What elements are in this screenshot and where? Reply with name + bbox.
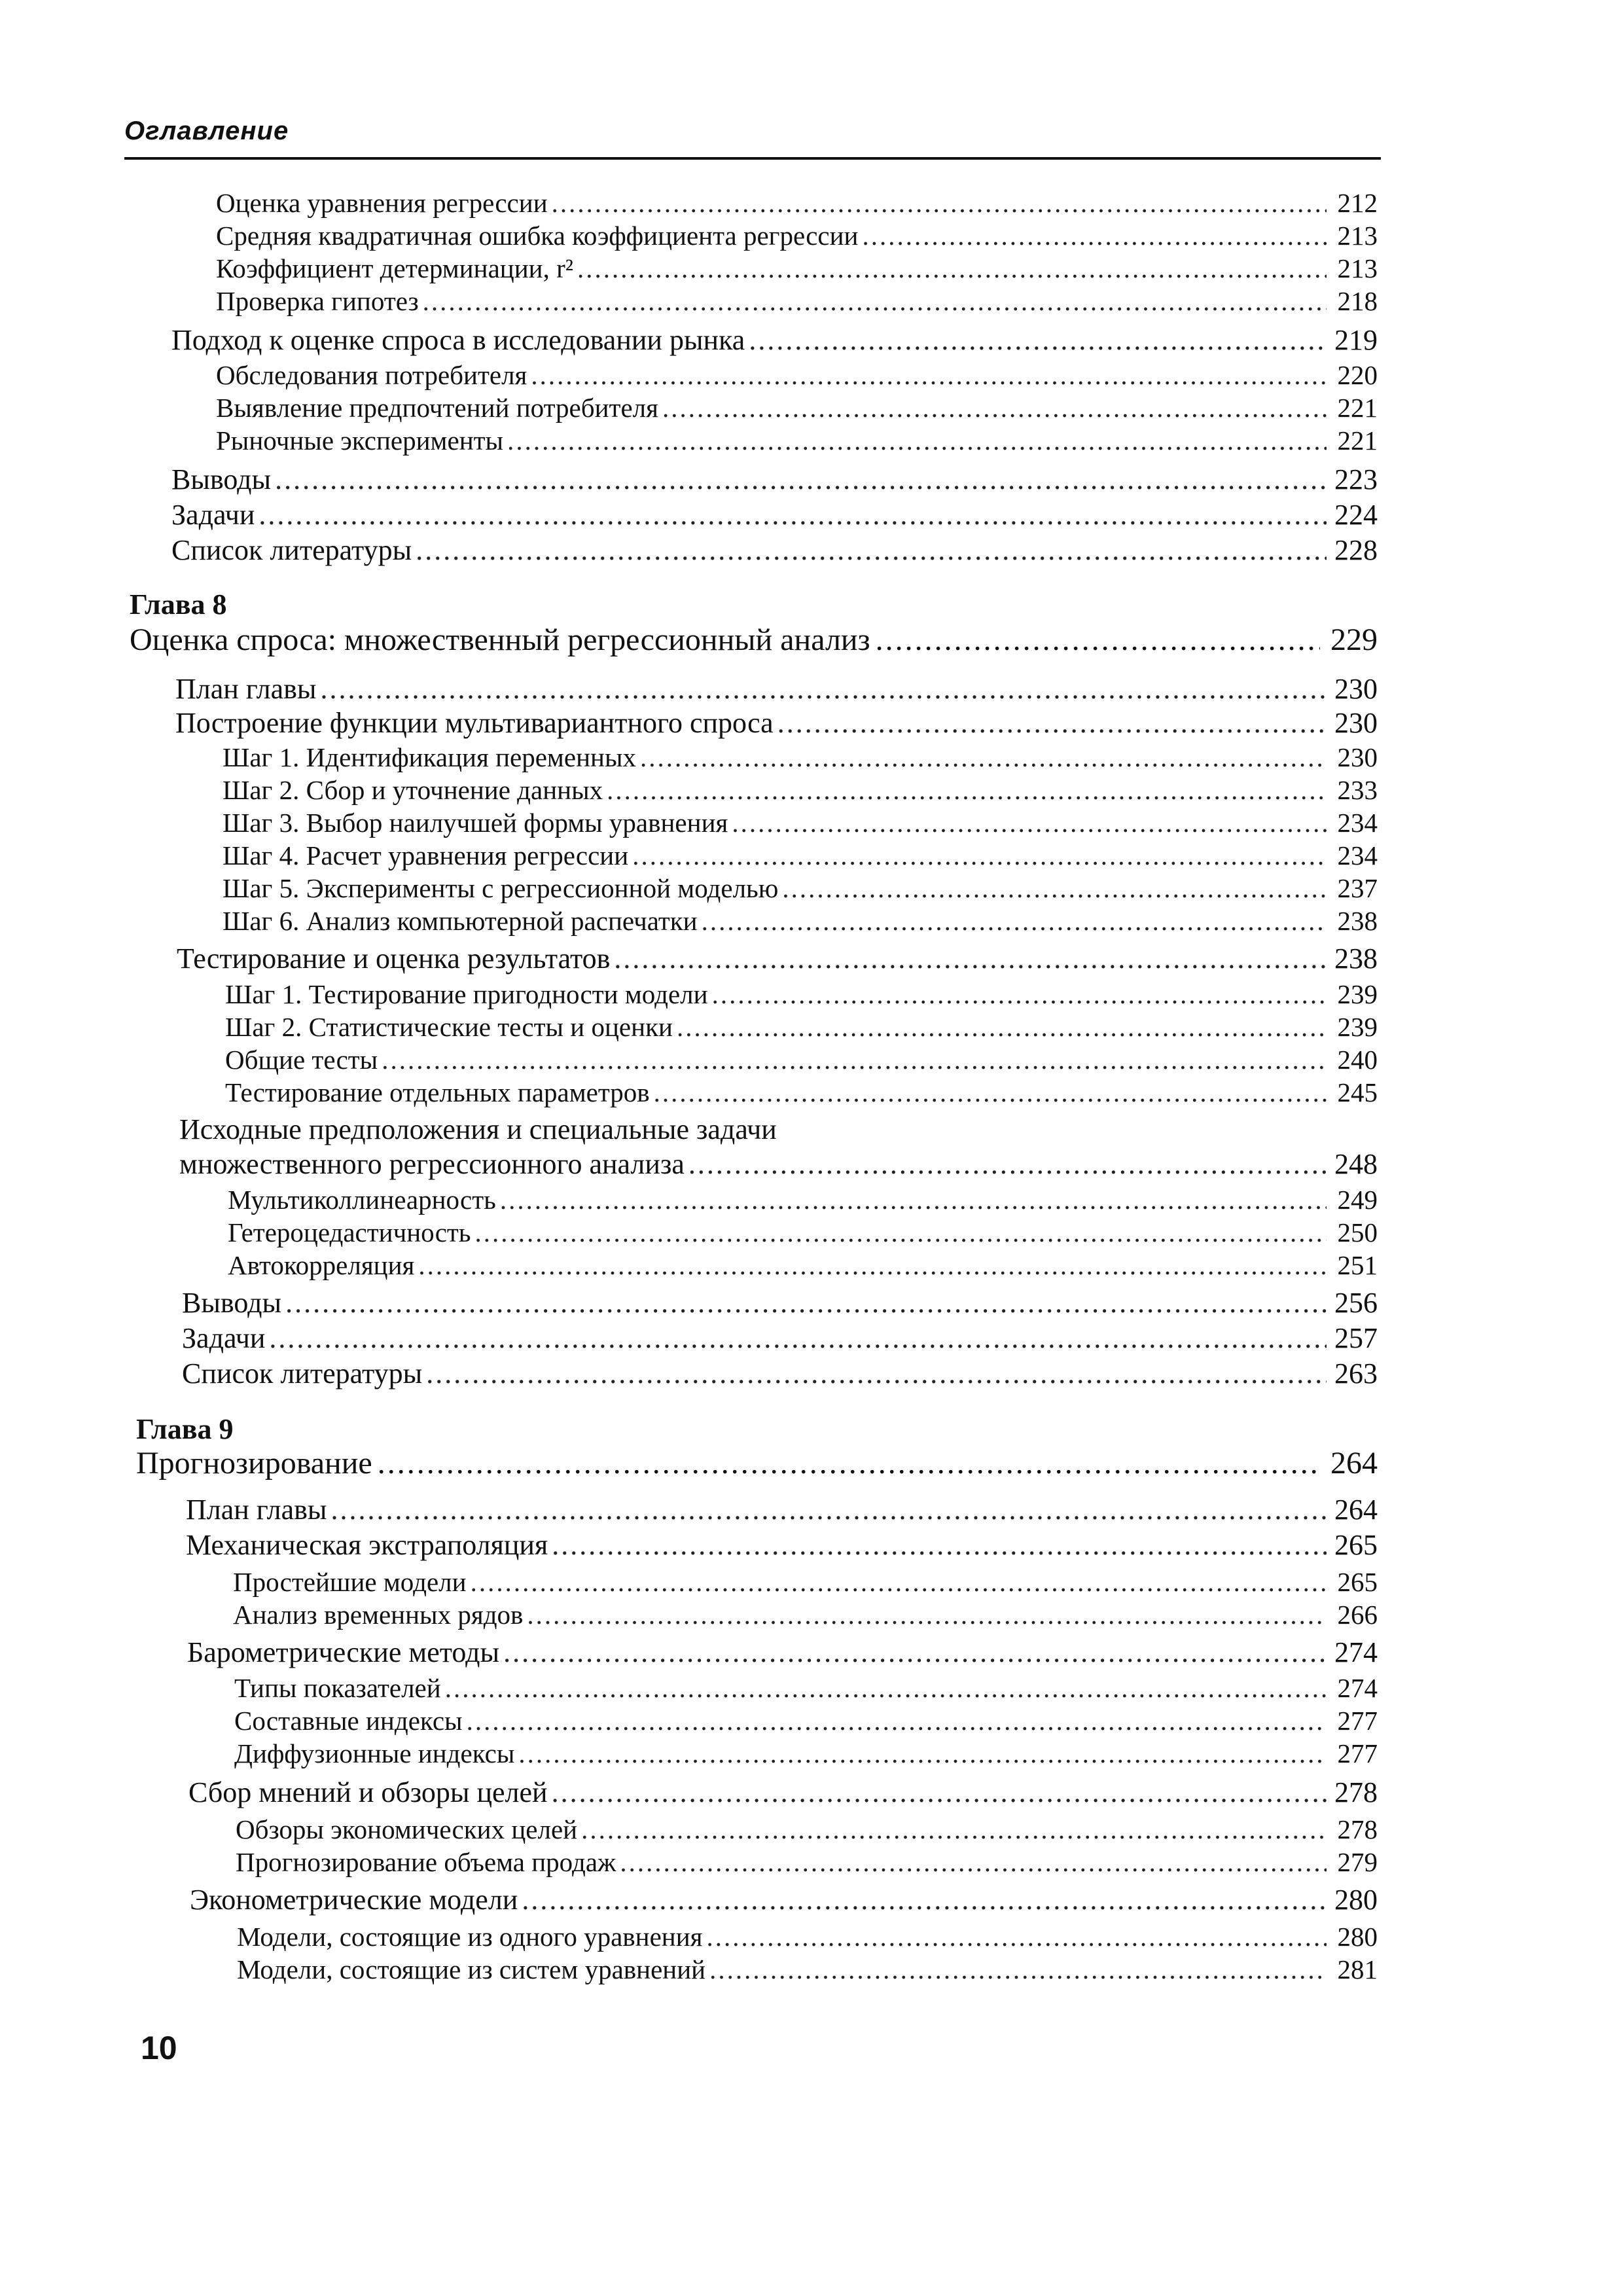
toc-entry-label: Список литературы — [171, 534, 412, 566]
toc-entry[interactable] — [228, 1216, 1378, 1249]
chapter-8-label: Глава 8 — [130, 588, 227, 620]
toc-entry-page: 263 — [1334, 1357, 1378, 1390]
toc-entry-label: Шаг 2. Сбор и уточнение данных — [223, 775, 603, 805]
toc-entry-page: 233 — [1337, 775, 1378, 805]
toc-entry-page: 220 — [1337, 360, 1378, 390]
toc-entry-page: 213 — [1337, 253, 1378, 283]
toc-entry-page: 279 — [1337, 1847, 1378, 1877]
toc-entry-label: Автокорреляция — [228, 1250, 415, 1280]
toc-entry[interactable] — [182, 1322, 1378, 1355]
toc-entry[interactable] — [236, 1813, 1378, 1846]
dot-leader — [614, 942, 1327, 975]
toc-entry-page: 280 — [1334, 1884, 1378, 1916]
toc-entry[interactable] — [237, 1920, 1378, 1953]
toc-entry-label: Гетероцедастичность — [228, 1217, 471, 1247]
chapter-9-title: Прогнозирование — [136, 1446, 372, 1480]
toc-entry-page: 265 — [1334, 1529, 1378, 1561]
toc-entry-page: 221 — [1337, 393, 1378, 423]
toc-entry[interactable] — [190, 1884, 1378, 1916]
toc-entry[interactable] — [223, 872, 1378, 905]
toc-entry-page: 251 — [1337, 1250, 1378, 1280]
dot-leader — [518, 1737, 1327, 1770]
toc-entry-label: Средняя квадратичная ошибка коэффициента регрессии — [216, 221, 859, 251]
chapter-8-title-entry[interactable] — [130, 622, 1378, 658]
dot-leader — [707, 1920, 1327, 1953]
toc-entry-label: Оценка уравнения регрессии — [216, 188, 548, 218]
toc-entry-label: Модели, состоящие из систем уравнений — [237, 1954, 706, 1984]
dot-leader — [330, 1494, 1327, 1526]
toc-entry-label: Составные индексы — [234, 1706, 463, 1736]
dot-leader — [475, 1216, 1327, 1249]
toc-entry-page: 238 — [1337, 906, 1378, 936]
dot-leader — [607, 774, 1327, 806]
toc-entry[interactable] — [228, 1183, 1378, 1216]
toc-entry-label: Механическая экстраполяция — [186, 1529, 548, 1561]
dot-leader — [259, 499, 1327, 531]
toc-entry-label: Обследования потребителя — [216, 360, 527, 390]
dot-leader — [654, 1076, 1327, 1109]
toc-entry-label: Анализ временных рядов — [233, 1600, 524, 1630]
toc-entry-page: 239 — [1337, 979, 1378, 1009]
toc-entry[interactable] — [186, 1494, 1378, 1526]
toc-entry-label: Простейшие модели — [233, 1567, 467, 1597]
toc-entry-label-line1: Исходные предположения и специальные задачи — [179, 1113, 777, 1145]
toc-entry-page: 230 — [1334, 707, 1378, 739]
dot-leader — [522, 1884, 1327, 1916]
toc-entry-label: Проверка гипотез — [216, 286, 419, 316]
toc-entry-label: Рыночные эксперименты — [216, 425, 504, 456]
dot-leader — [749, 324, 1327, 357]
toc-entry-page: 266 — [1337, 1600, 1378, 1630]
header-rule — [124, 157, 1381, 160]
toc-entry[interactable] — [237, 1953, 1378, 1986]
toc-entry[interactable] — [216, 219, 1378, 252]
toc-entry[interactable] — [182, 1357, 1378, 1390]
toc-entry-page: 256 — [1334, 1287, 1378, 1319]
toc-entry-label: Задачи — [171, 499, 255, 531]
toc-entry-page: 213 — [1337, 221, 1378, 251]
toc-entry-page: 238 — [1334, 942, 1378, 975]
toc-entry[interactable] — [177, 942, 1378, 975]
toc-entry-label: Выводы — [171, 463, 272, 495]
toc-entry[interactable] — [234, 1704, 1378, 1737]
toc-entry-label: Выводы — [182, 1287, 282, 1319]
dot-leader — [527, 1598, 1327, 1631]
dot-leader — [503, 1636, 1327, 1669]
toc-entry-page: 240 — [1337, 1045, 1378, 1075]
dot-leader — [552, 1776, 1327, 1809]
chapter-9-label: Глава 9 — [136, 1413, 234, 1445]
dot-leader — [632, 839, 1327, 872]
toc-entry-label: Тестирование и оценка результатов — [177, 942, 611, 975]
toc-entry-label: Барометрические методы — [187, 1636, 500, 1668]
toc-entry-label: Шаг 4. Расчет уравнения регрессии — [223, 840, 629, 870]
dot-leader — [677, 1011, 1327, 1043]
dot-leader — [269, 1322, 1327, 1355]
dot-leader — [662, 391, 1327, 424]
toc-entry-page: 218 — [1337, 286, 1378, 316]
toc-entry-page: 281 — [1337, 1954, 1378, 1984]
toc-entry-page: 277 — [1337, 1738, 1378, 1768]
toc-entry[interactable] — [171, 499, 1378, 531]
dot-leader — [378, 1445, 1320, 1481]
dot-leader — [467, 1704, 1327, 1737]
dot-leader — [531, 359, 1327, 391]
toc-entry[interactable] — [171, 324, 1378, 357]
toc-entry-label: Коэффициент детерминации, r² — [216, 253, 574, 283]
toc-entry-label: множественного регрессионного анализа — [179, 1148, 685, 1180]
toc-entry[interactable] — [223, 905, 1378, 937]
toc-entry-page: 278 — [1334, 1776, 1378, 1808]
chapter-8-page: 229 — [1330, 622, 1378, 657]
toc-entry[interactable] — [216, 285, 1378, 317]
toc-entry-label: Шаг 1. Тестирование пригодности модели — [225, 979, 708, 1009]
dot-leader — [445, 1672, 1327, 1704]
toc-entry-page: 219 — [1334, 324, 1378, 356]
toc-entry[interactable] — [175, 673, 1378, 706]
toc-entry-page: 223 — [1334, 463, 1378, 495]
page-number: 10 — [141, 2030, 177, 2066]
toc-entry[interactable] — [236, 1846, 1378, 1878]
toc-entry[interactable] — [171, 463, 1378, 496]
toc-entry-label: Мультиколлинеарность — [228, 1185, 496, 1215]
dot-leader — [423, 285, 1327, 317]
toc-entry-label: Шаг 1. Идентификация переменных — [223, 742, 636, 772]
toc-entry-label: Диффузионные индексы — [234, 1738, 515, 1768]
toc-entry[interactable] — [216, 424, 1378, 457]
dot-leader — [471, 1566, 1327, 1598]
toc-entry-page: 274 — [1334, 1636, 1378, 1668]
toc-entry[interactable] — [234, 1737, 1378, 1770]
dot-leader — [777, 707, 1327, 740]
toc-entry[interactable] — [228, 1249, 1378, 1282]
toc-entry-page: 245 — [1337, 1077, 1378, 1107]
toc-entry-page: 274 — [1337, 1673, 1378, 1703]
dot-leader — [712, 978, 1327, 1011]
toc-entry[interactable] — [233, 1566, 1378, 1598]
dot-leader — [507, 424, 1327, 457]
toc-entry-label: Шаг 5. Эксперименты с регрессионной моделью — [223, 873, 779, 903]
dot-leader — [418, 1249, 1327, 1282]
toc-entry[interactable] — [179, 1148, 1378, 1181]
dot-leader — [688, 1148, 1327, 1181]
dot-leader — [416, 534, 1327, 567]
toc-entry[interactable] — [216, 252, 1378, 285]
toc-entry[interactable] — [225, 1043, 1378, 1076]
dot-leader — [275, 463, 1327, 496]
toc-entry-page: 234 — [1337, 840, 1378, 870]
dot-leader — [620, 1846, 1327, 1878]
toc-entry-label: План главы — [186, 1494, 327, 1526]
chapter-8-title: Оценка спроса: множественный регрессионный анализ — [130, 622, 870, 657]
toc-entry-label: Выявление предпочтений потребителя — [216, 393, 658, 423]
dot-leader — [577, 252, 1327, 285]
toc-entry[interactable] — [223, 741, 1378, 774]
toc-entry-page: 257 — [1334, 1322, 1378, 1354]
toc-entry[interactable] — [225, 1076, 1378, 1109]
toc-entry-label: Эконометрические модели — [190, 1884, 518, 1916]
toc-entry[interactable] — [216, 391, 1378, 424]
toc-entry[interactable] — [171, 534, 1378, 567]
toc-entry[interactable] — [188, 1776, 1378, 1809]
dot-leader — [581, 1813, 1327, 1846]
toc-entry-page: 237 — [1337, 873, 1378, 903]
toc-entry-page: 239 — [1337, 1012, 1378, 1042]
toc-entry-page: 224 — [1334, 499, 1378, 531]
toc-entry-page: 212 — [1337, 188, 1378, 218]
dot-leader — [862, 219, 1327, 252]
running-header: Оглавление — [124, 117, 289, 145]
toc-entry[interactable] — [223, 839, 1378, 872]
toc-entry[interactable] — [175, 707, 1378, 740]
dot-leader — [552, 187, 1327, 219]
toc-entry-page: 228 — [1334, 534, 1378, 566]
dot-leader — [782, 872, 1327, 905]
toc-entry-label: Шаг 3. Выбор наилучшей формы уравнения — [223, 808, 728, 838]
dot-leader — [702, 905, 1327, 937]
toc-entry[interactable] — [186, 1529, 1378, 1562]
chapter-9-title-entry[interactable] — [136, 1445, 1378, 1481]
toc-entry-page: 265 — [1337, 1567, 1378, 1597]
toc-entry-page: 250 — [1337, 1217, 1378, 1247]
dot-leader — [285, 1287, 1327, 1319]
toc-entry-label: Шаг 2. Статистические тесты и оценки — [225, 1012, 673, 1042]
dot-leader — [320, 673, 1327, 706]
dot-leader — [426, 1357, 1327, 1390]
dot-leader — [640, 741, 1327, 774]
toc-entry-label: Построение функции мультивариантного спроса — [175, 707, 774, 739]
dot-leader — [709, 1953, 1327, 1986]
toc-entry[interactable] — [182, 1287, 1378, 1319]
toc-entry-page: 264 — [1334, 1494, 1378, 1526]
toc-entry[interactable] — [225, 1011, 1378, 1043]
toc-entry-page: 278 — [1337, 1814, 1378, 1844]
toc-entry[interactable] — [223, 806, 1378, 839]
toc-entry-label: Обзоры экономических целей — [236, 1814, 578, 1844]
toc-entry-label: Общие тесты — [225, 1045, 378, 1075]
toc-entry-page: 234 — [1337, 808, 1378, 838]
toc-entry-label: Список литературы — [182, 1357, 423, 1390]
toc-entry-label: Модели, состоящие из одного уравнения — [237, 1922, 703, 1952]
toc-entry-page: 249 — [1337, 1185, 1378, 1215]
dot-leader — [732, 806, 1327, 839]
toc-entry-label: Типы показателей — [234, 1673, 441, 1703]
toc-entry[interactable] — [233, 1598, 1378, 1631]
toc-entry-page: 221 — [1337, 425, 1378, 456]
toc-entry-label: Шаг 6. Анализ компьютерной распечатки — [223, 906, 698, 936]
toc-entry-label: Подход к оценке спроса в исследовании рынка — [171, 324, 745, 356]
dot-leader — [500, 1183, 1327, 1216]
toc-entry-label: Прогнозирование объема продаж — [236, 1847, 616, 1877]
toc-entry-page: 248 — [1334, 1148, 1378, 1180]
toc-entry[interactable] — [187, 1636, 1378, 1669]
toc-entry-label: План главы — [175, 673, 317, 705]
toc-entry-label: Сбор мнений и обзоры целей — [188, 1776, 548, 1808]
toc-entry[interactable] — [225, 978, 1378, 1011]
toc-entry[interactable] — [216, 187, 1378, 219]
toc-entry-label: Задачи — [182, 1322, 266, 1354]
dot-leader — [382, 1043, 1327, 1076]
dot-leader — [552, 1529, 1327, 1562]
toc-entry[interactable] — [216, 359, 1378, 391]
toc-entry-page: 230 — [1334, 673, 1378, 705]
toc-entry-page: 277 — [1337, 1706, 1378, 1736]
chapter-9-page: 264 — [1330, 1446, 1378, 1480]
toc-entry[interactable] — [234, 1672, 1378, 1704]
toc-entry-label: Тестирование отдельных параметров — [225, 1077, 650, 1107]
toc-entry-page: 230 — [1337, 742, 1378, 772]
toc-entry[interactable] — [223, 774, 1378, 806]
dot-leader — [876, 622, 1320, 658]
toc-entry-page: 280 — [1337, 1922, 1378, 1952]
